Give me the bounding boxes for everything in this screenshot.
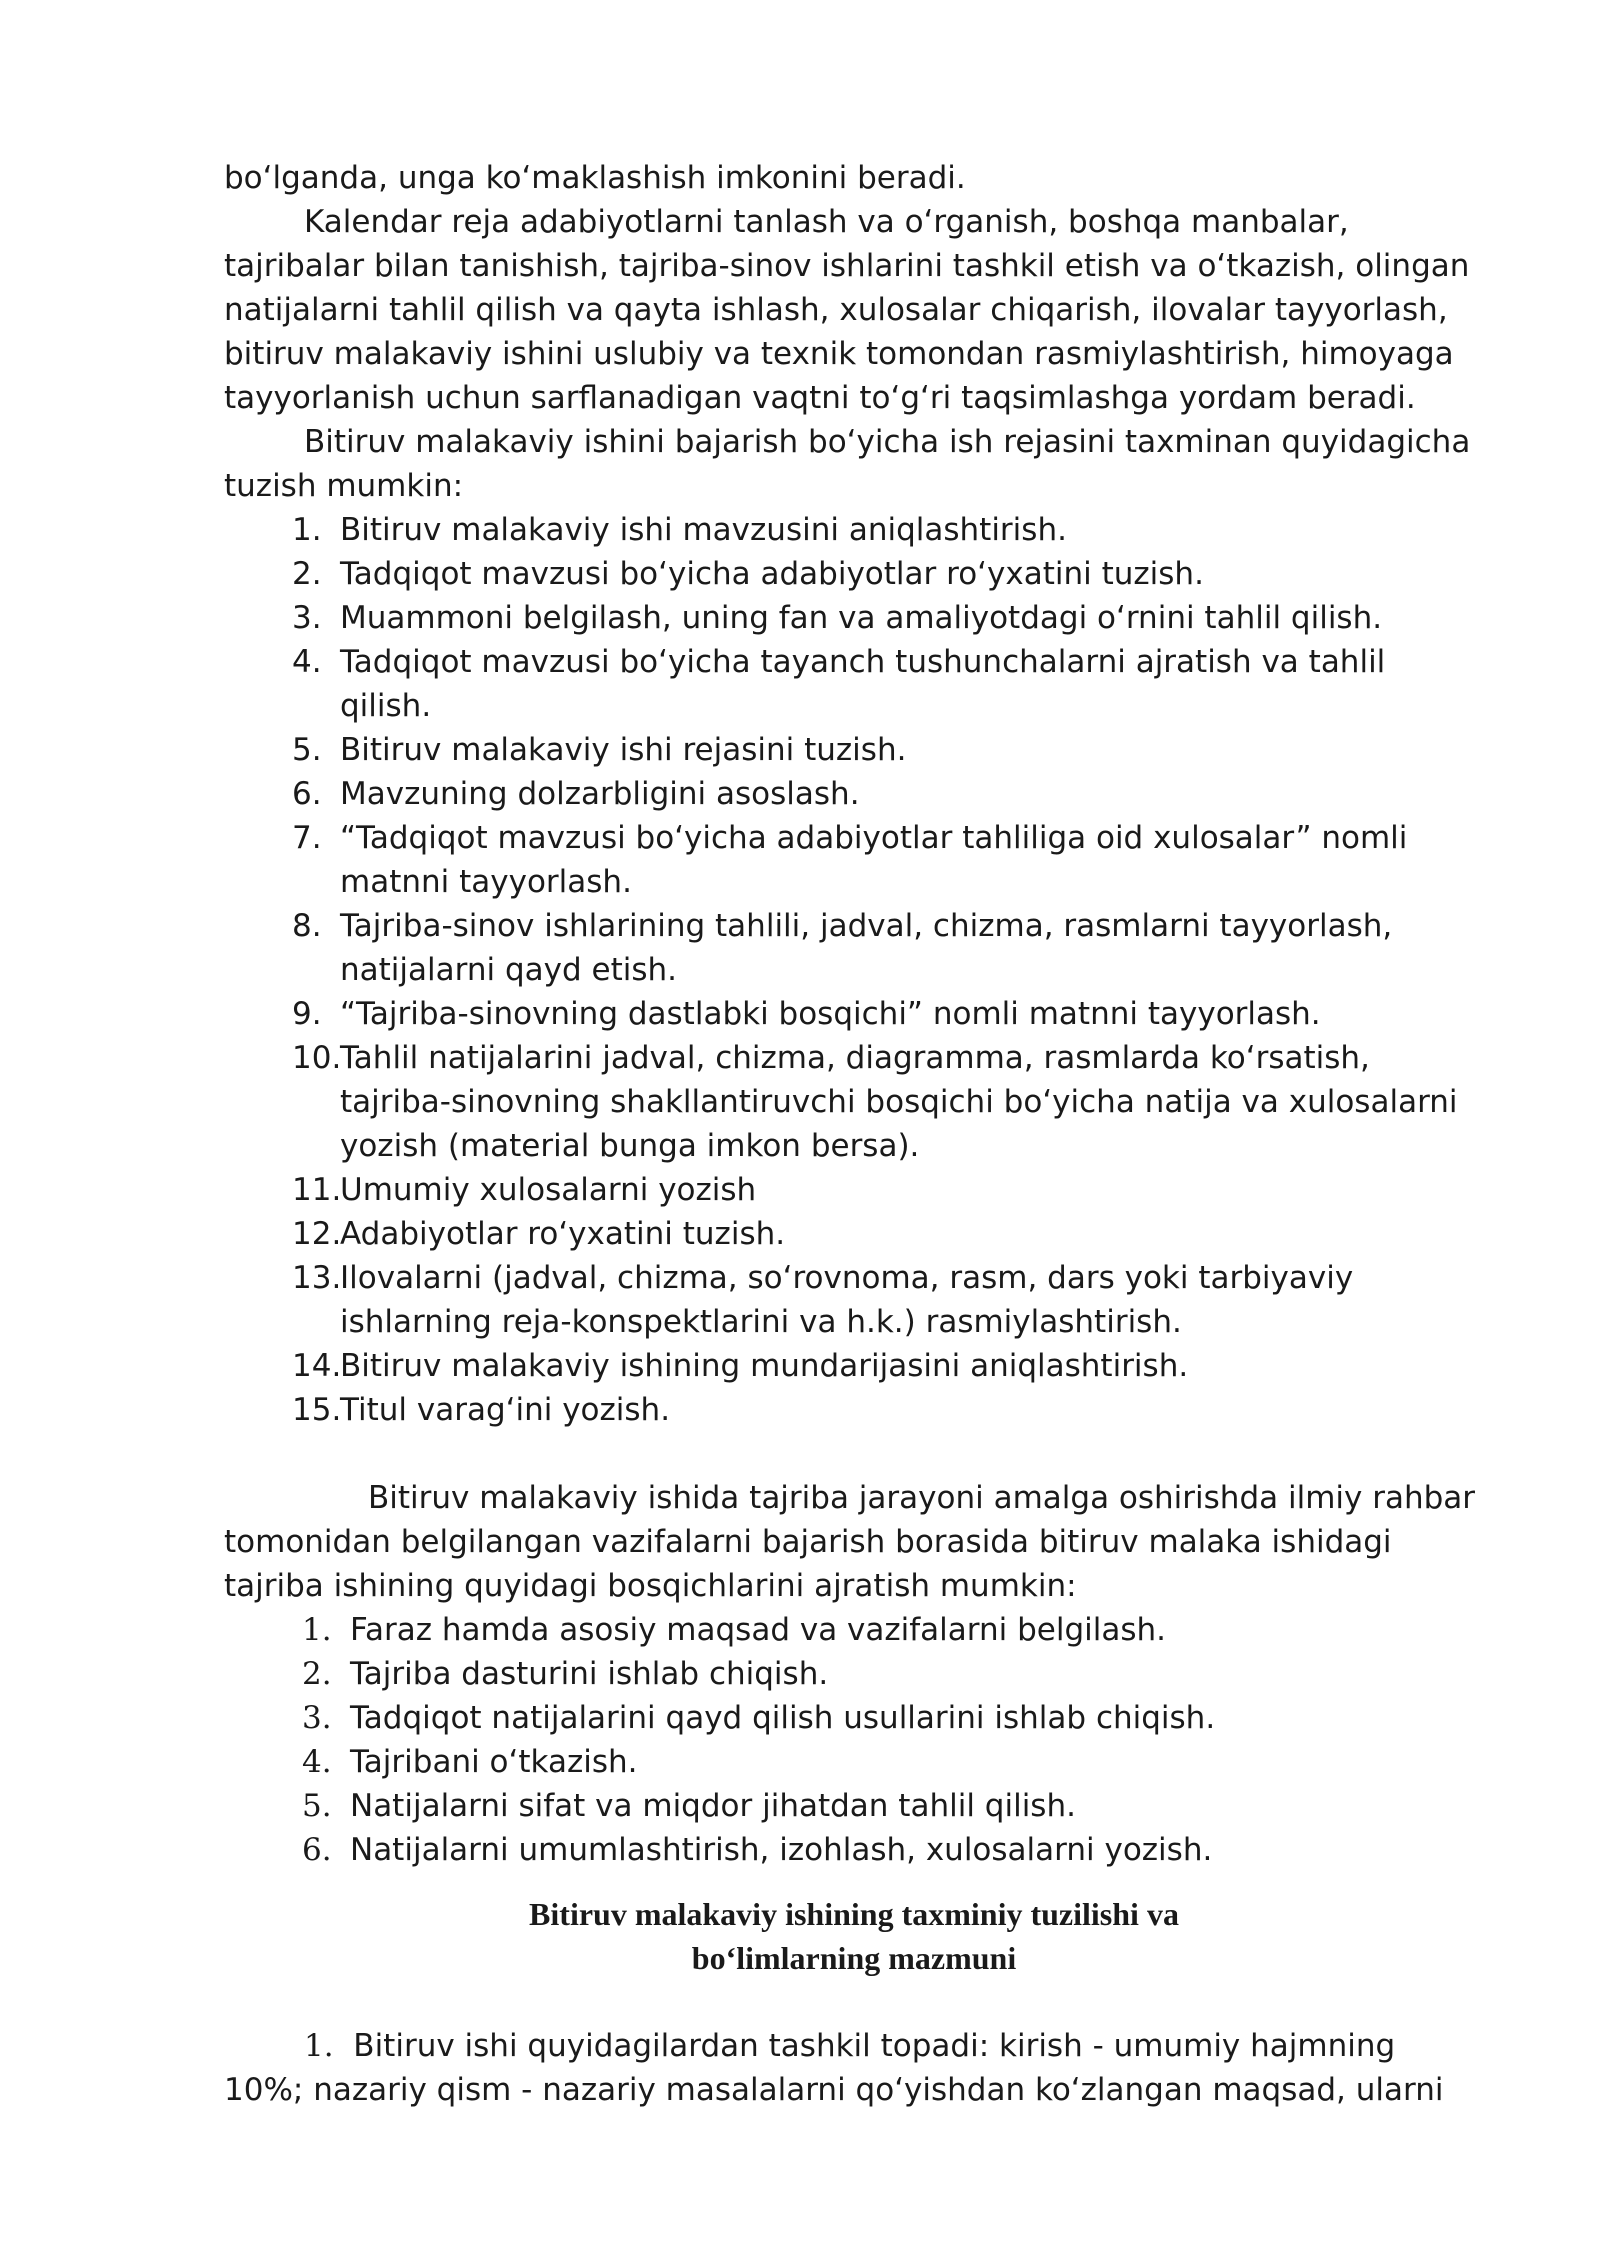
section-heading [224,1892,1484,1980]
list-item [224,1212,1484,1256]
list-number: 14. [292,1348,342,1384]
list-number: 3. [302,1700,332,1736]
list-text: Faraz hamda asosiy maqsad va vazifalarni belgilash. [350,1612,1167,1648]
list-number: 8. [292,908,322,944]
list-text: Tajriba-sinov ishlarining tahlili, jadval, chizma, rasmlarni tayyorlash, natijalarni qayd etish. [340,908,1393,988]
list-number: 1. [302,1612,332,1648]
list-number: 13. [292,1260,342,1296]
list-text: Natijalarni sifat va miqdor jihatdan tahlil qilish. [350,1788,1076,1824]
list-text: Tajribani o‘tkazish. [350,1744,638,1780]
list-number: 1. [304,2028,334,2064]
list-item [224,1740,1484,1784]
section-heading-line: bo‘limlarning mazmuni [691,1940,1017,1976]
section-heading-line: Bitiruv malakaviy ishining taxminiy tuzilishi va [529,1896,1179,1932]
list-number: 2. [302,1656,332,1692]
structure-item-paragraph [224,2024,1484,2112]
list-number: 7. [292,820,322,856]
list-item [224,728,1484,772]
list-number: 11. [292,1172,342,1208]
list-number: 9. [292,996,322,1032]
page-content [224,156,1484,2112]
list-item [224,1652,1484,1696]
list-text: Bitiruv ishi quyidagilardan tashkil topadi: kirish - umumiy hajmning 10%; nazariy qism - nazariy masalalarni qo‘yishdan ko‘zlangan maqsad, ularni [224,2028,1444,2108]
list-text: Bitiruv malakaviy ishi rejasini tuzish. [340,732,907,768]
list-number: 3. [292,600,322,636]
list-item [224,508,1484,552]
list-text: Umumiy xulosalarni yozish [340,1172,757,1208]
blank-line [224,1432,1484,1476]
stage-list [224,1608,1484,1872]
list-text: Natijalarni umumlashtirish, izohlash, xulosalarni yozish. [350,1832,1213,1868]
list-item [224,1696,1484,1740]
list-number: 12. [292,1216,342,1252]
list-item [224,1608,1484,1652]
list-text: Adabiyotlar ro‘yxatini tuzish. [340,1216,786,1252]
intro-tail-paragraph: bo‘lganda, unga ko‘maklashish imkonini beradi. [224,160,966,196]
list-item [224,816,1484,904]
list-number: 5. [302,1788,332,1824]
list-number: 4. [292,644,322,680]
list-item [224,552,1484,596]
list-item [224,772,1484,816]
list-number: 2. [292,556,322,592]
list-text: Bitiruv malakaviy ishining mundarijasini aniqlashtirish. [340,1348,1189,1384]
list-text: Tahlil natijalarini jadval, chizma, diagramma, rasmlarda ko‘rsatish, tajriba-sinovning shakllantiruvchi bosqichi bo‘yicha natija va xulosalarni yozish (material bunga imkon bersa). [340,1040,1458,1164]
list-number: 15. [292,1392,342,1428]
stages-intro-paragraph: Bitiruv malakaviy ishida tajriba jarayoni amalga oshirishda ilmiy rahbar tomonidan belgilangan vazifalarni bajarish borasida bitiruv malaka ishidagi tajriba ishining quyidagi bosqichlarini ajratish mumkin: [224,1480,1476,1604]
list-item [224,1036,1484,1168]
list-text: Tadqiqot natijalarini qayd qilish usullarini ishlab chiqish. [350,1700,1216,1736]
list-text: Tadqiqot mavzusi bo‘yicha tayanch tushunchalarni ajratish va tahlil qilish. [340,644,1386,724]
list-item [224,1388,1484,1432]
list-text: Muammoni belgilash, uning fan va amaliyotdagi o‘rnini tahlil qilish. [340,600,1383,636]
list-item [224,992,1484,1036]
plan-intro-paragraph: Bitiruv malakaviy ishini bajarish bo‘yicha ish rejasini taxminan quyidagicha tuzish mumkin: [224,424,1471,504]
plan-list [224,508,1484,1432]
list-number: 5. [292,732,322,768]
list-text: “Tadqiqot mavzusi bo‘yicha adabiyotlar tahliliga oid xulosalar” nomli matnni tayyorlash. [340,820,1408,900]
list-item [224,1828,1484,1872]
list-number: 4. [302,1744,332,1780]
list-text: Ilovalarni (jadval, chizma, so‘rovnoma, rasm, dars yoki tarbiyaviy ishlarning reja-konspektlarini va h.k.) rasmiylashtirish. [340,1260,1354,1340]
list-text: Bitiruv malakaviy ishi mavzusini aniqlashtirish. [340,512,1067,548]
list-text: “Tajriba-sinovning dastlabki bosqichi” nomli matnni tayyorlash. [340,996,1321,1032]
list-item [224,904,1484,992]
calendar-paragraph: Kalendar reja adabiyotlarni tanlash va o‘rganish, boshqa manbalar, tajribalar bilan tanishish, tajriba-sinov ishlarini tashkil etish va o‘tkazish, olingan natijalarni tahlil qilish va qayta ishlash, xulosalar chiqarish, ilovalar tayyorlash, bitiruv malakaviy ishini uslubiy va texnik tomondan rasmiylashtirish, himoyaga tayyorlanish uchun sarflanadigan vaqtni to‘g‘ri taqsimlashga yordam beradi. [224,204,1470,416]
list-number: 1. [292,512,322,548]
list-text: Tadqiqot mavzusi bo‘yicha adabiyotlar ro‘yxatini tuzish. [340,556,1204,592]
list-number: 10. [292,1040,342,1076]
list-item [224,640,1484,728]
list-text: Titul varag‘ini yozish. [340,1392,671,1428]
list-item [224,1784,1484,1828]
list-item [224,1344,1484,1388]
list-number: 6. [292,776,322,812]
list-item [224,1168,1484,1212]
list-item [224,1256,1484,1344]
list-item [224,596,1484,640]
list-number: 6. [302,1832,332,1868]
list-text: Tajriba dasturini ishlab chiqish. [350,1656,829,1692]
list-text: Mavzuning dolzarbligini asoslash. [340,776,860,812]
